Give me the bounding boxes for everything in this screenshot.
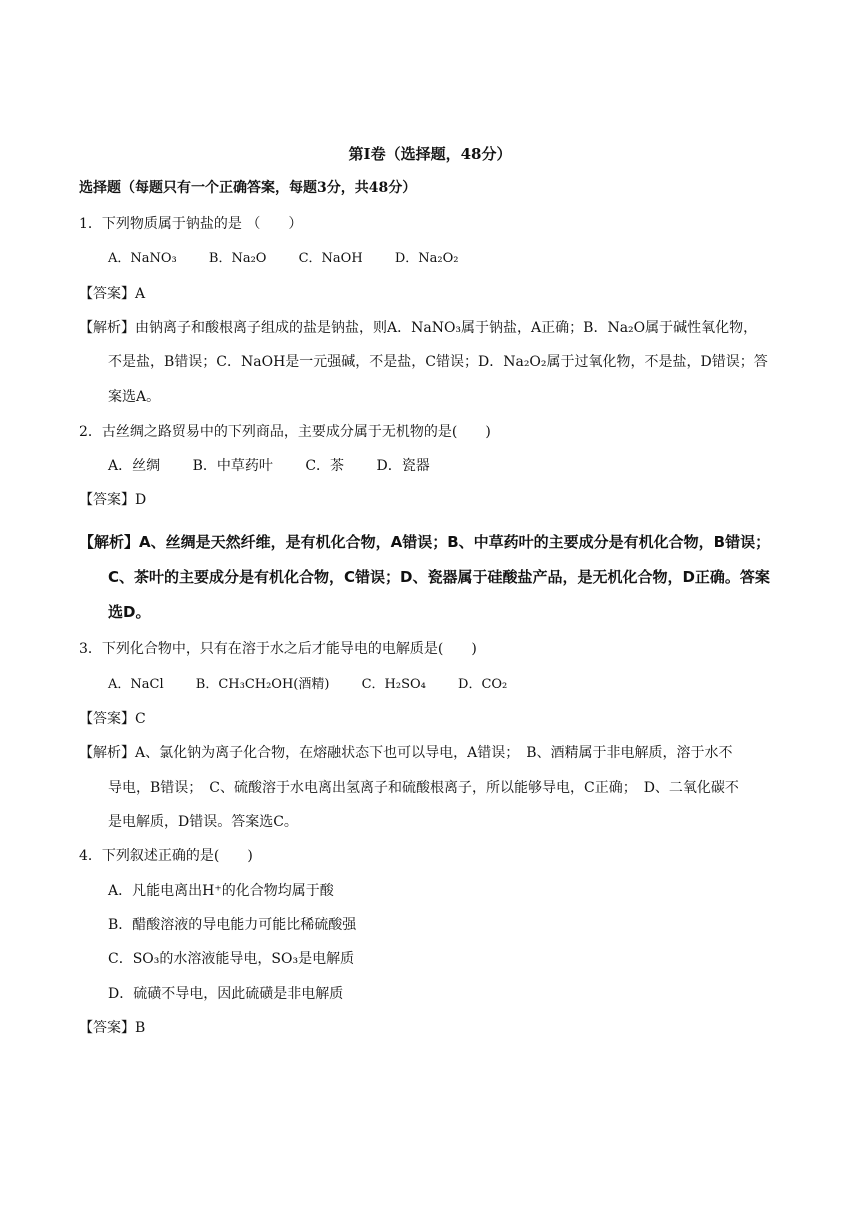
q1-option-d: D．Na₂O₂ [394, 251, 459, 266]
question-3-stem: 3．下列化合物中，只有在溶于水之后才能导电的电解质是( ) [79, 641, 477, 657]
q1-option-b: B．Na₂O [208, 251, 267, 266]
q4-option-c: C．SO₃的水溶液能导电，SO₃是电解质 [108, 951, 355, 967]
question-3-options [108, 677, 507, 693]
q3-option-d: D．CO₂ [458, 677, 508, 692]
question-2-options [108, 458, 430, 474]
section-heading: 选择题（每题只有一个正确答案，每题3分，共48分） [79, 180, 417, 196]
q2-option-b: B．中草药叶 [192, 458, 273, 474]
question-3-explanation-line: 【解析】A、氯化钠为离子化合物，在熔融状态下也可以导电，A错误； B、酒精属于非电解质，溶于水不 [79, 745, 733, 761]
q4-option-a: A．凡能电离出H⁺的化合物均属于酸 [108, 883, 334, 899]
q1-option-c: C．NaOH [298, 251, 363, 266]
question-2-answer: 【答案】D [79, 492, 147, 508]
question-2-explanation-line: 【解析】A、丝绸是天然纤维，是有机化合物，A错误；B、中草药叶的主要成分是有机化合物，B错误； [79, 533, 771, 551]
q4-option-b: B．醋酸溶液的导电能力可能比稀硫酸强 [108, 917, 357, 933]
question-1-answer: 【答案】A [79, 286, 146, 302]
q2-option-a: A．丝绸 [108, 458, 161, 474]
q3-option-a: A．NaCl [108, 677, 164, 692]
question-2-stem: 2．古丝绸之路贸易中的下列商品，主要成分属于无机物的是( ) [79, 424, 491, 440]
page-title: 第Ⅰ卷（选择题，48分） [348, 145, 512, 163]
question-2-explanation-line: C、茶叶的主要成分是有机化合物，C错误；D、瓷器属于硅酸盐产品，是无机化合物，D正确。答案 [108, 568, 770, 586]
question-1-stem: 1．下列物质属于钠盐的是 （ ） [79, 216, 303, 232]
question-3-explanation-line: 导电，B错误； C、硫酸溶于水电离出氢离子和硫酸根离子，所以能够导电，C正确； D、二氧化碳不 [108, 780, 739, 796]
question-3-explanation-line: 是电解质，D错误。答案选C。 [108, 814, 298, 830]
q4-option-d: D．硫磺不导电，因此硫磺是非电解质 [108, 986, 344, 1002]
q2-option-d: D．瓷器 [376, 458, 430, 474]
question-1-explanation-line: 不是盐，B错误；C．NaOH是一元强碱，不是盐，C错误；D．Na₂O₂属于过氧化物，不是盐，D错误；答 [108, 354, 768, 370]
question-4-answer: 【答案】B [79, 1020, 146, 1036]
q3-option-c: C．H₂SO₄ [361, 677, 426, 692]
question-1-explanation-line: 【解析】由钠离子和酸根离子组成的盐是钠盐，则A．NaNO₃属于钠盐，A正确；B．Na₂O属于碱性氧化物， [79, 320, 758, 336]
question-4-stem: 4．下列叙述正确的是( ) [79, 848, 253, 864]
question-1-explanation-line: 案选A。 [108, 389, 161, 405]
q3-option-b: B．CH₃CH₂OH(酒精) [195, 677, 330, 692]
question-2-explanation-line: 选D。 [108, 603, 151, 621]
q2-option-c: C．茶 [305, 458, 345, 474]
question-1-options [108, 251, 458, 267]
question-3-answer: 【答案】C [79, 711, 146, 727]
q1-option-a: A．NaNO₃ [108, 251, 177, 266]
